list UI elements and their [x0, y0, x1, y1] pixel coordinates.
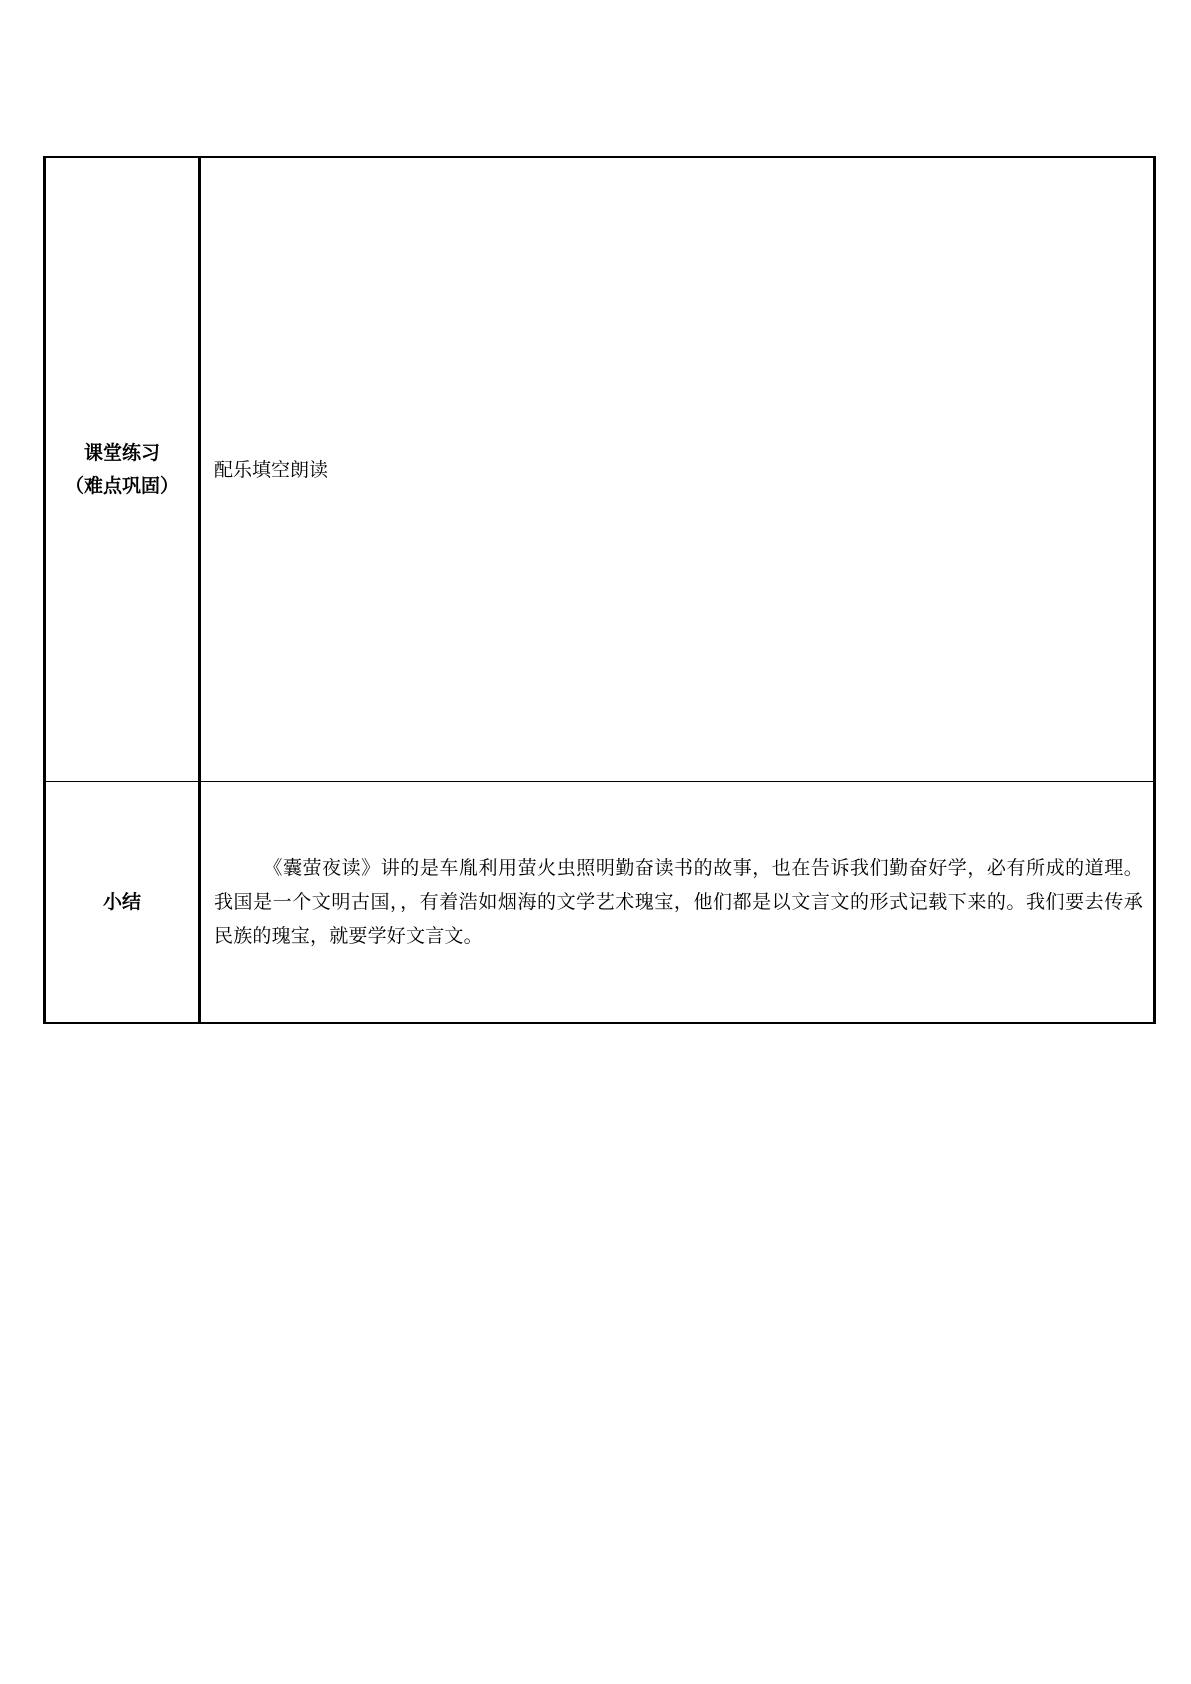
table-row-summary — [45, 782, 1155, 1024]
row-label-summary — [45, 782, 200, 1024]
lesson-plan-table — [43, 156, 1156, 1024]
row-content-practice: 配乐填空朗读 — [200, 157, 1155, 782]
row-content-summary — [200, 782, 1155, 1024]
row-label-line: 小结 — [102, 890, 141, 913]
table-row-practice — [45, 157, 1155, 782]
row-label-line: 课堂练习 — [83, 441, 160, 464]
row-label-practice — [45, 157, 200, 782]
row-label-line: （难点巩固） — [64, 474, 179, 497]
summary-paragraph: 《囊萤夜读》讲的是车胤利用萤火虫照明勤奋读书的故事，也在告诉我们勤奋好学，必有所成的道理。我国是一个文明古国，，有着浩如烟海的文学艺术瑰宝，他们都是以文言文的形式记载下来的。我们要去传承民族的瑰宝，就要学好文言文。 — [214, 857, 1143, 947]
